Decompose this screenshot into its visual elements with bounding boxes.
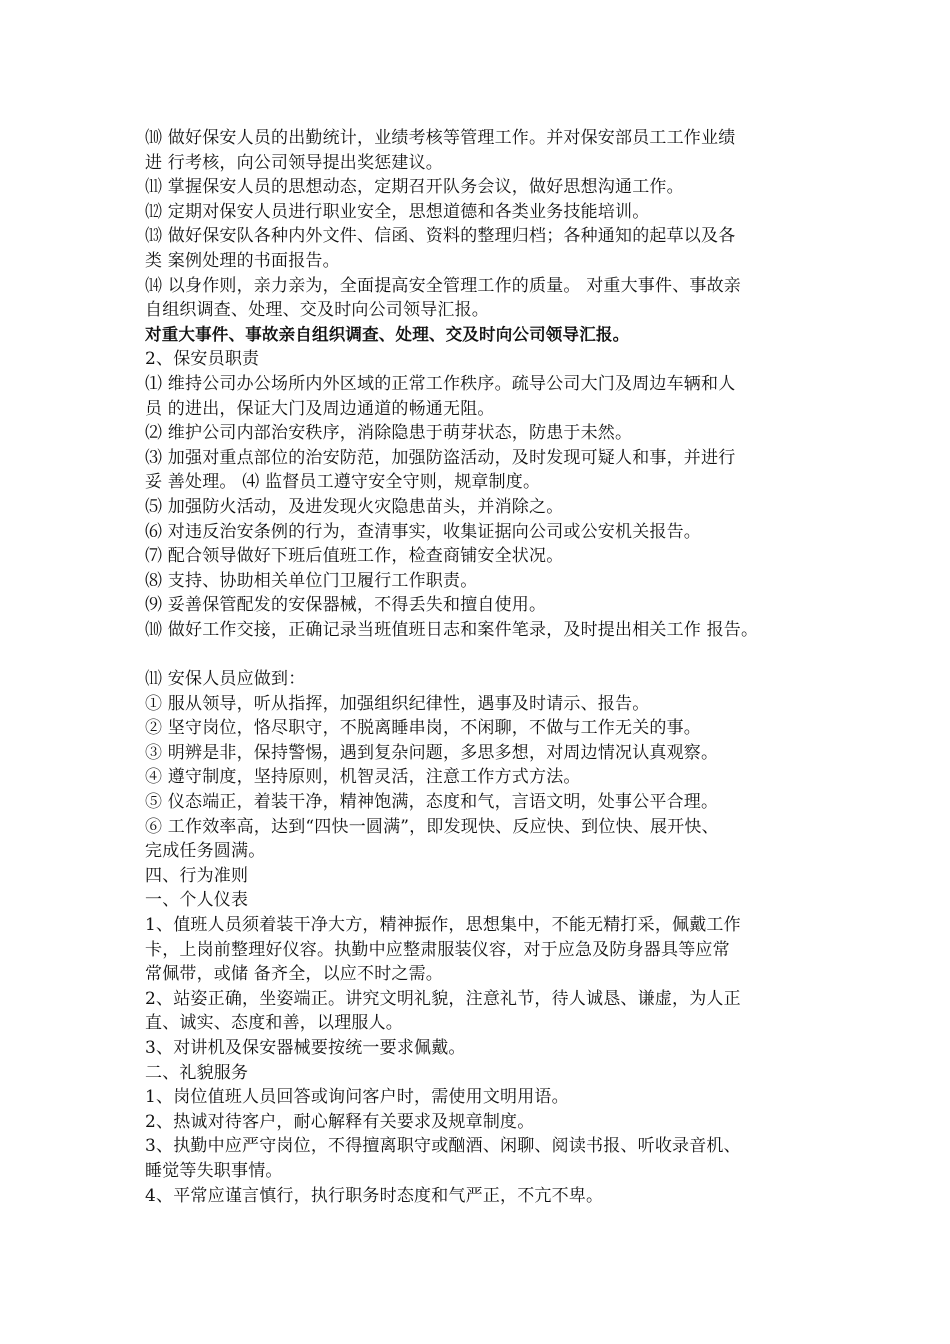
text-line: ① 服从领导，听从指挥，加强组织纪律性，遇事及时请示、报告。 — [145, 693, 650, 714]
text-line: 类 案例处理的书面报告。 — [145, 250, 340, 271]
text-line: ③ 明辨是非，保持警惕，遇到复杂问题，多思多想，对周边情况认真观察。 — [145, 742, 719, 763]
text-line: ⑼ 妥善保管配发的安保器械，不得丢失和擅自使用。 — [145, 595, 547, 616]
text-line: ⑿ 定期对保安人员进行职业安全，思想道德和各类业务技能培训。 — [145, 201, 650, 222]
text-line: ⑵ 维护公司内部治安秩序，消除隐患于萌芽状态，防患于未然。 — [145, 423, 633, 444]
text-line: ② 坚守岗位，恪尽职守，不脱离睡串岗，不闲聊，不做与工作无关的事。 — [145, 718, 702, 739]
text-line: ⒁ 以身作则，亲力亲为，全面提高安全管理工作的质量。 对重大事件、事故亲 — [145, 275, 742, 296]
text-line: ⑽ 做好保安人员的出勤统计，业绩考核等管理工作。并对保安部员工工作业绩 — [145, 128, 736, 148]
text-line: 进 行考核，向公司领导提出奖惩建议。 — [145, 152, 444, 173]
text-line: 3、对讲机及保安器械要按统一要求佩戴。 — [145, 1037, 466, 1058]
text-line: 员 的进出，保证大门及周边通道的畅通无阻。 — [145, 398, 495, 419]
text-line: ⑸ 加强防火活动，及进发现火灾隐患苗头，并消除之。 — [145, 496, 564, 517]
text-line: 卡，上岗前整理好仪容。执勤中应整肃服装仪容，对于应急及防身器具等应常 — [145, 939, 730, 960]
text-line: ⑥ 工作效率高，达到“四快一圆满”，即发现快、反应快、到位快、展开快、 — [145, 816, 719, 837]
bold-heading-line: 对重大事件、事故亲自组织调查、处理、交及时向公司领导汇报。 — [145, 324, 630, 344]
section-heading: 四、行为准则 — [145, 865, 249, 886]
text-line: 完成任务圆满。 — [145, 841, 266, 862]
text-line: ⑴ 维持公司办公场所内外区域的正常工作秩序。疏导公司大门及周边车辆和人 — [145, 373, 736, 394]
section-heading: 二、礼貌服务 — [145, 1062, 249, 1083]
text-line: ⑽ 做好工作交接，正确记录当班值班日志和案件笔录，及时提出相关工作 报告。 — [145, 619, 759, 640]
text-line: 1、岗位值班人员回答或询问客户时，需使用文明用语。 — [145, 1087, 569, 1108]
text-line: 常佩带，或储 备齐全，以应不时之需。 — [145, 964, 444, 985]
text-line: ⑤ 仪态端正，着装干净，精神饱满，态度和气，言语文明，处事公平合理。 — [145, 792, 719, 813]
text-line: 1、值班人员须着装干净大方，精神振作，思想集中，不能无精打采，佩戴工作 — [145, 915, 741, 935]
text-line: 2、热诚对待客户，耐心解释有关要求及规章制度。 — [145, 1111, 535, 1132]
document-body — [145, 126, 845, 1208]
text-line: 4、平常应谨言慎行，执行职务时态度和气严正，不亢不卑。 — [145, 1185, 604, 1206]
text-line: 直、诚实、态度和善，以理服人。 — [145, 1013, 403, 1034]
text-line: 睡觉等失职事情。 — [145, 1160, 283, 1181]
text-line: ⒀ 做好保安队各种内外文件、信函、资料的整理归档；各种通知的起草以及各 — [145, 226, 736, 247]
blank-line — [145, 642, 845, 667]
section-heading: 一、个人仪表 — [145, 890, 249, 911]
text-line: 妥 善处理。 ⑷ 监督员工遵守安全守则，规章制度。 — [145, 472, 541, 493]
text-line: ⑺ 配合领导做好下班后值班工作，检查商铺安全状况。 — [145, 546, 564, 567]
text-line: 2、站姿正确，坐姿端正。讲究文明礼貌，注意礼节，待人诚恳、谦虚，为人正 — [145, 988, 741, 1009]
text-line: ⑾ 掌握保安人员的思想动态，定期召开队务会议，做好思想沟通工作。 — [145, 177, 684, 198]
text-line: ⑻ 支持、协助相关单位门卫履行工作职责。 — [145, 570, 478, 591]
text-line: 3、执勤中应严守岗位，不得擅离职守或酗酒、闲聊、阅读书报、听收录音机、 — [145, 1136, 741, 1157]
text-line: ⑾ 安保人员应做到： — [145, 669, 306, 690]
text-line: ④ 遵守制度，坚持原则，机智灵活，注意工作方式方法。 — [145, 767, 581, 788]
text-line: ⑶ 加强对重点部位的治安防范，加强防盗活动，及时发现可疑人和事，并进行 — [145, 447, 736, 468]
text-line: 自组织调查、处理、交及时向公司领导汇报。 — [145, 300, 489, 321]
section-heading: 2、保安员职责 — [145, 349, 260, 370]
text-line: ⑹ 对违反治安条例的行为，查清事实，收集证据向公司或公安机关报告。 — [145, 521, 702, 542]
